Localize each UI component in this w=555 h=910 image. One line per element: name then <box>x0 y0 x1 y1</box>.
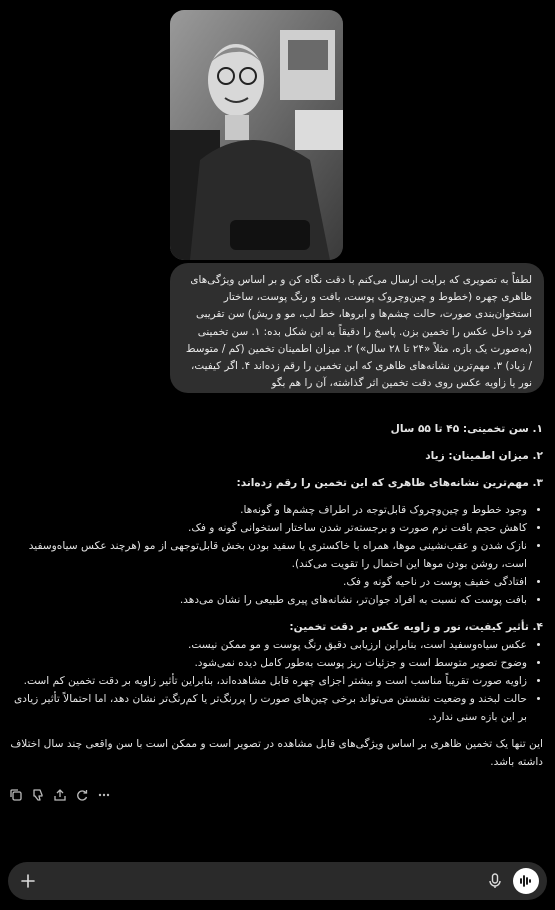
conclusion-text: این تنها یک تخمین ظاهری بر اساس ویژگی‌های قابل مشاهده در تصویر است و ممکن است با سن واقعی چند سال اختلاف داشته باشد. <box>10 738 543 768</box>
list-item: • حالت لبخند و وضعیت نشستن می‌تواند برخی چین‌های صورت را پررنگ‌تر یا کم‌رنگ‌تر نشان دهد، اما احتمالاً تأثیر زیادی بر این بازه سنی ندارد. <box>10 690 527 726</box>
user-message-text: لطفاً به تصویری که برایت ارسال می‌کنم با دقت نگاه کن و بر اساس ویژگی‌های ظاهری چهره (خطوط و چین‌وچروک پوست، بافت و رنگ پوست، ساختار استخوان‌بندی صورت، حالت چشم‌ها و ابروها، خط لب، مو و ریش) سن تقریبی فرد داخل عکس را تخمین بزن. پاسخ را دقیقاً به این شکل بده: ۱. سن تخمینی (به‌صورت یک بازه، مثلاً «۲۴ تا ۲۸ سال») ۲. میزان اطمینان تخمین (کم / متوسط / زیاد) ۳. مهم‌ترین نشانه‌های ظاهری که این تخمین را رقم زده‌اند ۴. اگر کیفیت، نور یا زاویه عکس روی دقت تخمین اثر گذاشته، آن را هم بگو <box>185 274 532 390</box>
share-icon[interactable] <box>52 787 68 803</box>
list-item: • کاهش حجم بافت نرم صورت و برجسته‌تر شدن ساختار استخوانی گونه و فک. <box>10 519 527 537</box>
age-estimate: ۱. سن تخمینی: ۴۵ تا ۵۵ سال <box>390 423 543 435</box>
list-item: • نازک شدن و عقب‌نشینی موها، همراه با خاکستری یا سفید بودن بخش قابل‌توجهی از مو (هرچند عکس سیاه‌وسفید است، روشن بودن موها این احتمال را تقویت می‌کند). <box>10 537 527 573</box>
plus-icon[interactable] <box>18 871 38 891</box>
list-item: • زاویه صورت تقریباً مناسب است و بیشتر اجزای چهره قابل مشاهده‌اند، بنابراین تأثیر زاویه بر دقت تخمین کم است. <box>10 672 527 690</box>
list-item: • بافت پوست که نسبت به افراد جوان‌تر، نشانه‌های پیری طبیعی را نشان می‌دهد. <box>10 591 527 609</box>
confidence-level: ۲. میزان اطمینان: زیاد <box>425 450 543 462</box>
user-message-bubble <box>170 263 544 393</box>
quality-heading: ۴. تأثیر کیفیت، نور و زاویه عکس بر دقت تخمین: <box>289 621 543 633</box>
message-actions <box>8 786 112 804</box>
quality-list <box>10 636 543 726</box>
regenerate-icon[interactable] <box>74 787 90 803</box>
list-item: • افتادگی خفیف پوست در ناحیه گونه و فک. <box>10 573 527 591</box>
assistant-response <box>10 420 543 771</box>
more-icon[interactable] <box>96 787 112 803</box>
list-item: • وضوح تصویر متوسط است و جزئیات ریز پوست به‌طور کامل دیده نمی‌شود. <box>10 654 527 672</box>
voice-mode-icon[interactable] <box>513 868 539 894</box>
mic-icon[interactable] <box>486 872 504 890</box>
thumb-dislike-icon[interactable] <box>30 787 46 803</box>
signs-list <box>10 501 543 609</box>
list-item: • وجود خطوط و چین‌وچروک قابل‌توجه در اطراف چشم‌ها و گونه‌ها. <box>10 501 527 519</box>
message-composer[interactable] <box>8 862 547 900</box>
list-item: • عکس سیاه‌وسفید است، بنابراین ارزیابی دقیق رنگ پوست و مو ممکن نیست. <box>10 636 527 654</box>
copy-icon[interactable] <box>8 787 24 803</box>
photo-image <box>170 10 343 260</box>
signs-heading: ۳. مهم‌ترین نشانه‌های ظاهری که این تخمین را رقم زده‌اند: <box>236 477 543 489</box>
attached-photo[interactable] <box>170 10 343 260</box>
